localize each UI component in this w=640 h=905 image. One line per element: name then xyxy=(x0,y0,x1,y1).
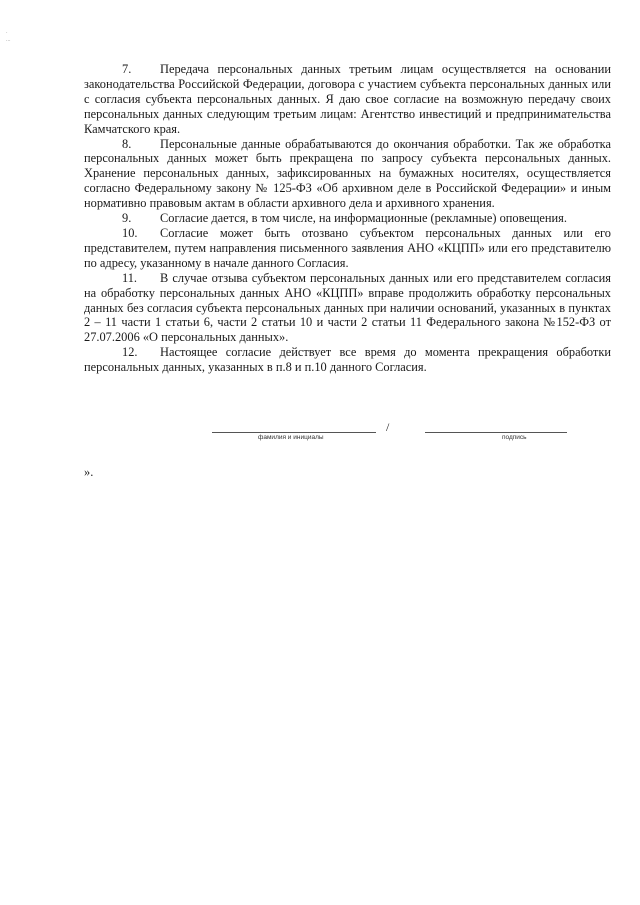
clause-text: Передача персональных данных третьим лицам осуществляется на основании законодательства Российской Федерации, договора с участием субъекта персональных данных или с согласия субъекта персональных данных. Я даю свое согласие на возможную передачу своих персональных данных следующим третьим лицам: Агентство инвестиций и предпринимательства Камчатского края. xyxy=(84,62,611,136)
signature-line xyxy=(425,432,567,433)
signature-block xyxy=(0,420,640,450)
clause-8 xyxy=(84,137,611,212)
clause-number: 11. xyxy=(122,270,138,285)
clause-text: В случае отзыва субъектом персональных данных или его представителем согласия на обработку персональных данных АНО «КЦПП» вправе продолжить обработку персональных данных без согласия субъекта персональных данных при наличии оснований, указанных в пунктах 2 – 11 части 1 статьи 6, части 2 статьи 10 и части 2 статьи 11 Федерального закона №152-ФЗ от 27.07.2006 «О персональных данных». xyxy=(84,270,611,345)
name-caption: фамилия и инициалы xyxy=(258,434,324,441)
clause-number: 9. xyxy=(122,211,132,226)
signature-caption: подпись xyxy=(502,434,527,441)
consent-clauses xyxy=(84,62,611,375)
clause-11 xyxy=(84,271,611,346)
closing-quote: ». xyxy=(84,465,94,479)
margin-specks xyxy=(6,28,16,44)
margin-speck: ... xyxy=(6,37,11,43)
clause-number: 12. xyxy=(122,345,138,360)
clause-9 xyxy=(84,211,611,226)
clause-number: 7. xyxy=(122,62,132,76)
name-signature-line xyxy=(212,432,376,433)
clause-12 xyxy=(84,345,611,375)
clause-text: Настоящее согласие действует все время до момента прекращения обработки персональных данных, указанных в п.8 и п.10 данного Согласия. xyxy=(84,345,611,375)
clause-number: 8. xyxy=(122,136,132,151)
signature-separator: / xyxy=(386,420,390,434)
clause-7 xyxy=(84,62,611,137)
clause-text: Согласие может быть отозвано субъектом персональных данных или его представителем, путем направления письменного заявления АНО «КЦПП» или его представителю по адресу, указанному в начале данного Согласия. xyxy=(84,225,611,270)
clause-number: 10. xyxy=(122,225,138,240)
clause-text: Персональные данные обрабатываются до окончания обработки. Так же обработка персональных данных может быть прекращена по запросу субъекта персональных данных. Хранение персональных данных, зафиксированных на бумажных носителях, осуществляется согласно Федеральному закону № 125-ФЗ «Об архивном деле в Российской Федерации» и иным нормативно правовым актам в области архивного дела и архивного хранения. xyxy=(84,136,611,211)
margin-speck: . xyxy=(6,29,8,35)
clause-10 xyxy=(84,226,611,271)
clause-text: Согласие дается, в том числе, на информационные (рекламные) оповещения. xyxy=(160,211,567,226)
